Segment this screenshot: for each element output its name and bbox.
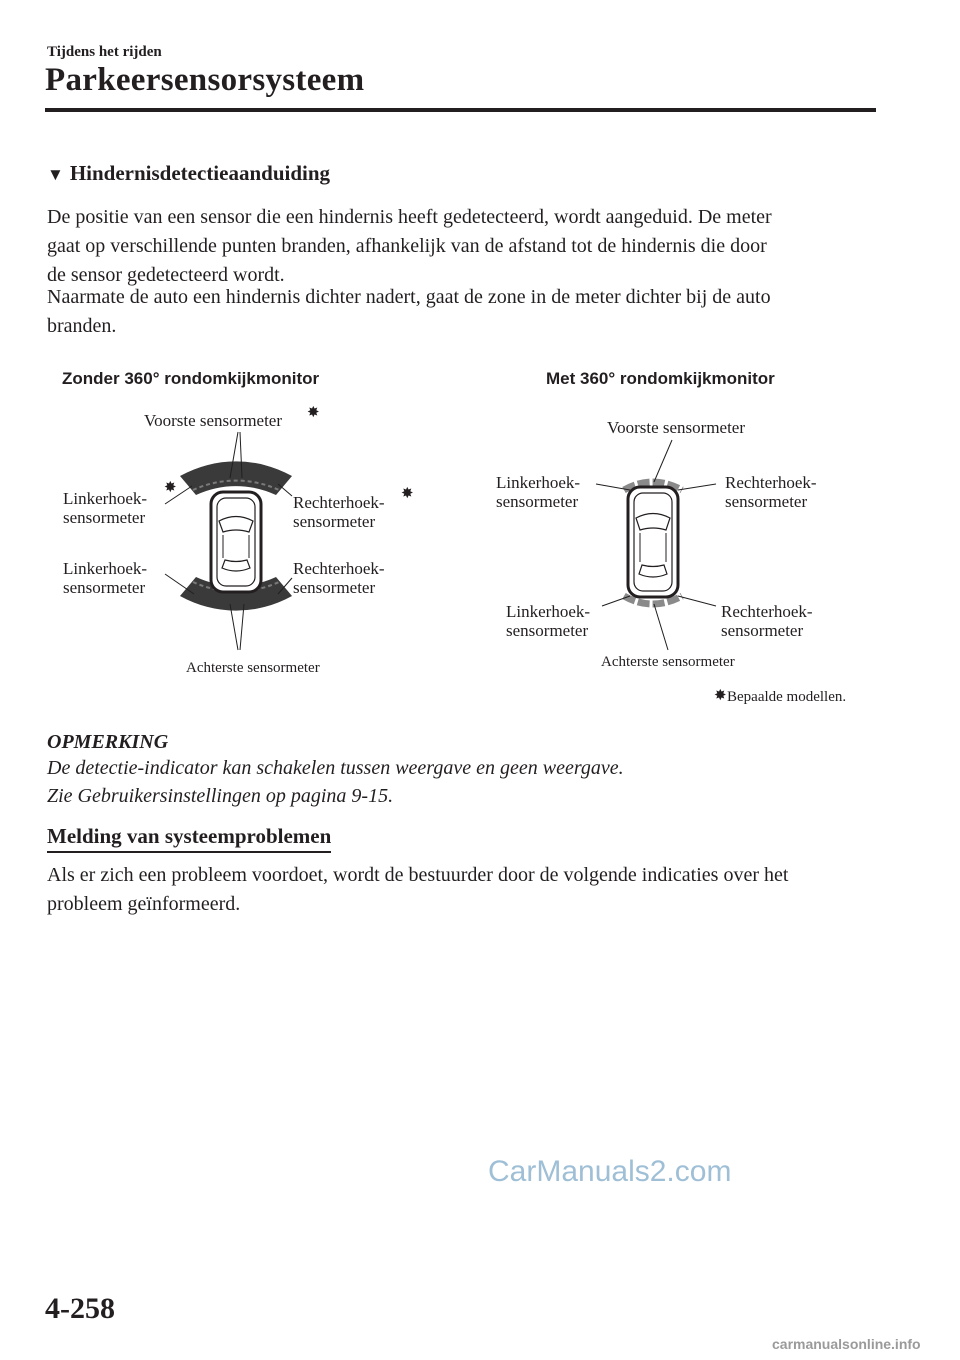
left-front-right-label-2: sensormeter [293, 512, 376, 531]
paragraph-line: Als er zich een probleem voordoet, wordt de bestuurder door de volgende indicaties over het [47, 864, 789, 886]
right-front-right-label-1: Rechterhoek- [725, 473, 817, 492]
subheading [47, 161, 330, 186]
left-front-meter-label: Voorste sensormeter [144, 411, 283, 430]
right-front-left-label-2: sensormeter [496, 492, 579, 511]
left-rear-meter-label: Achterste sensormeter [186, 660, 320, 676]
watermark: CarManuals2.com [488, 1155, 732, 1188]
title-rule [45, 108, 876, 112]
front-meter-fan [180, 461, 292, 495]
paragraph-line: De positie van een sensor die een hindernis heeft gedetecteerd, wordt aangeduid. De meter [47, 206, 772, 228]
asterisk-icon: ✸ [164, 480, 177, 496]
left-rear-left-label-1: Linkerhoek- [63, 559, 148, 578]
system-problems-heading: Melding van systeemproblemen [47, 824, 331, 853]
sensor-meter-figure [0, 355, 960, 715]
section-header: Tijdens het rijden [47, 44, 162, 60]
paragraph-line: gaat op verschillende punten branden, afhankelijk van de afstand tot de hindernis die door [47, 235, 767, 257]
asterisk-icon: ✸ [401, 486, 414, 502]
subheading-text: Hindernisdetectieaanduiding [69, 161, 331, 185]
paragraph-detection [47, 203, 882, 290]
caption-with-360: Met 360° rondomkijkmonitor [546, 369, 775, 388]
right-rear-right-label-2: sensormeter [721, 621, 804, 640]
note-line: De detectie-indicator kan schakelen tussen weergave en geen weergave. [47, 757, 624, 779]
page-title: Parkeersensorsysteem [45, 62, 365, 98]
left-front-left-label-1: Linkerhoek- [63, 489, 148, 508]
note-line: Zie Gebruikersinstellingen op pagina 9-15. [47, 785, 394, 807]
paragraph-line: de sensor gedetecteerd wordt. [47, 264, 285, 286]
left-rear-right-label-1: Rechterhoek- [293, 559, 385, 578]
asterisk-icon: ✸ [714, 688, 727, 704]
left-rear-left-label-2: sensormeter [63, 578, 146, 597]
paragraph-line: Naarmate de auto een hindernis dichter nadert, gaat de zone in de meter dichter bij de auto [47, 286, 771, 308]
paragraph-line: branden. [47, 315, 117, 337]
car-top-view [628, 487, 678, 597]
paragraph-approach [47, 283, 882, 341]
right-rear-left-label-2: sensormeter [506, 621, 589, 640]
right-diagram [496, 418, 817, 670]
paragraph-line: probleem geïnformeerd. [47, 893, 241, 915]
page-number: 4-258 [45, 1292, 115, 1325]
triangle-marker-icon: ▼ [47, 165, 64, 184]
right-front-meter-label: Voorste sensormeter [607, 418, 746, 437]
right-front-left-label-1: Linkerhoek- [496, 473, 581, 492]
right-rear-left-label-1: Linkerhoek- [506, 602, 591, 621]
left-diagram [63, 405, 414, 676]
left-rear-right-label-2: sensormeter [293, 578, 376, 597]
paragraph-system-problems [47, 861, 882, 919]
left-front-right-label-1: Rechterhoek- [293, 493, 385, 512]
right-front-right-label-2: sensormeter [725, 492, 808, 511]
asterisk-icon: ✸ [307, 405, 320, 421]
left-front-left-label-2: sensormeter [63, 508, 146, 527]
note-title: OPMERKING [47, 731, 169, 753]
car-top-view [211, 492, 261, 592]
caption-without-360: Zonder 360° rondomkijkmonitor [62, 369, 320, 388]
footnote-text: Bepaalde modellen. [727, 689, 847, 705]
right-rear-meter-label: Achterste sensormeter [601, 654, 735, 670]
right-rear-right-label-1: Rechterhoek- [721, 602, 813, 621]
footer-credit: carmanualsonline.info [772, 1336, 921, 1352]
